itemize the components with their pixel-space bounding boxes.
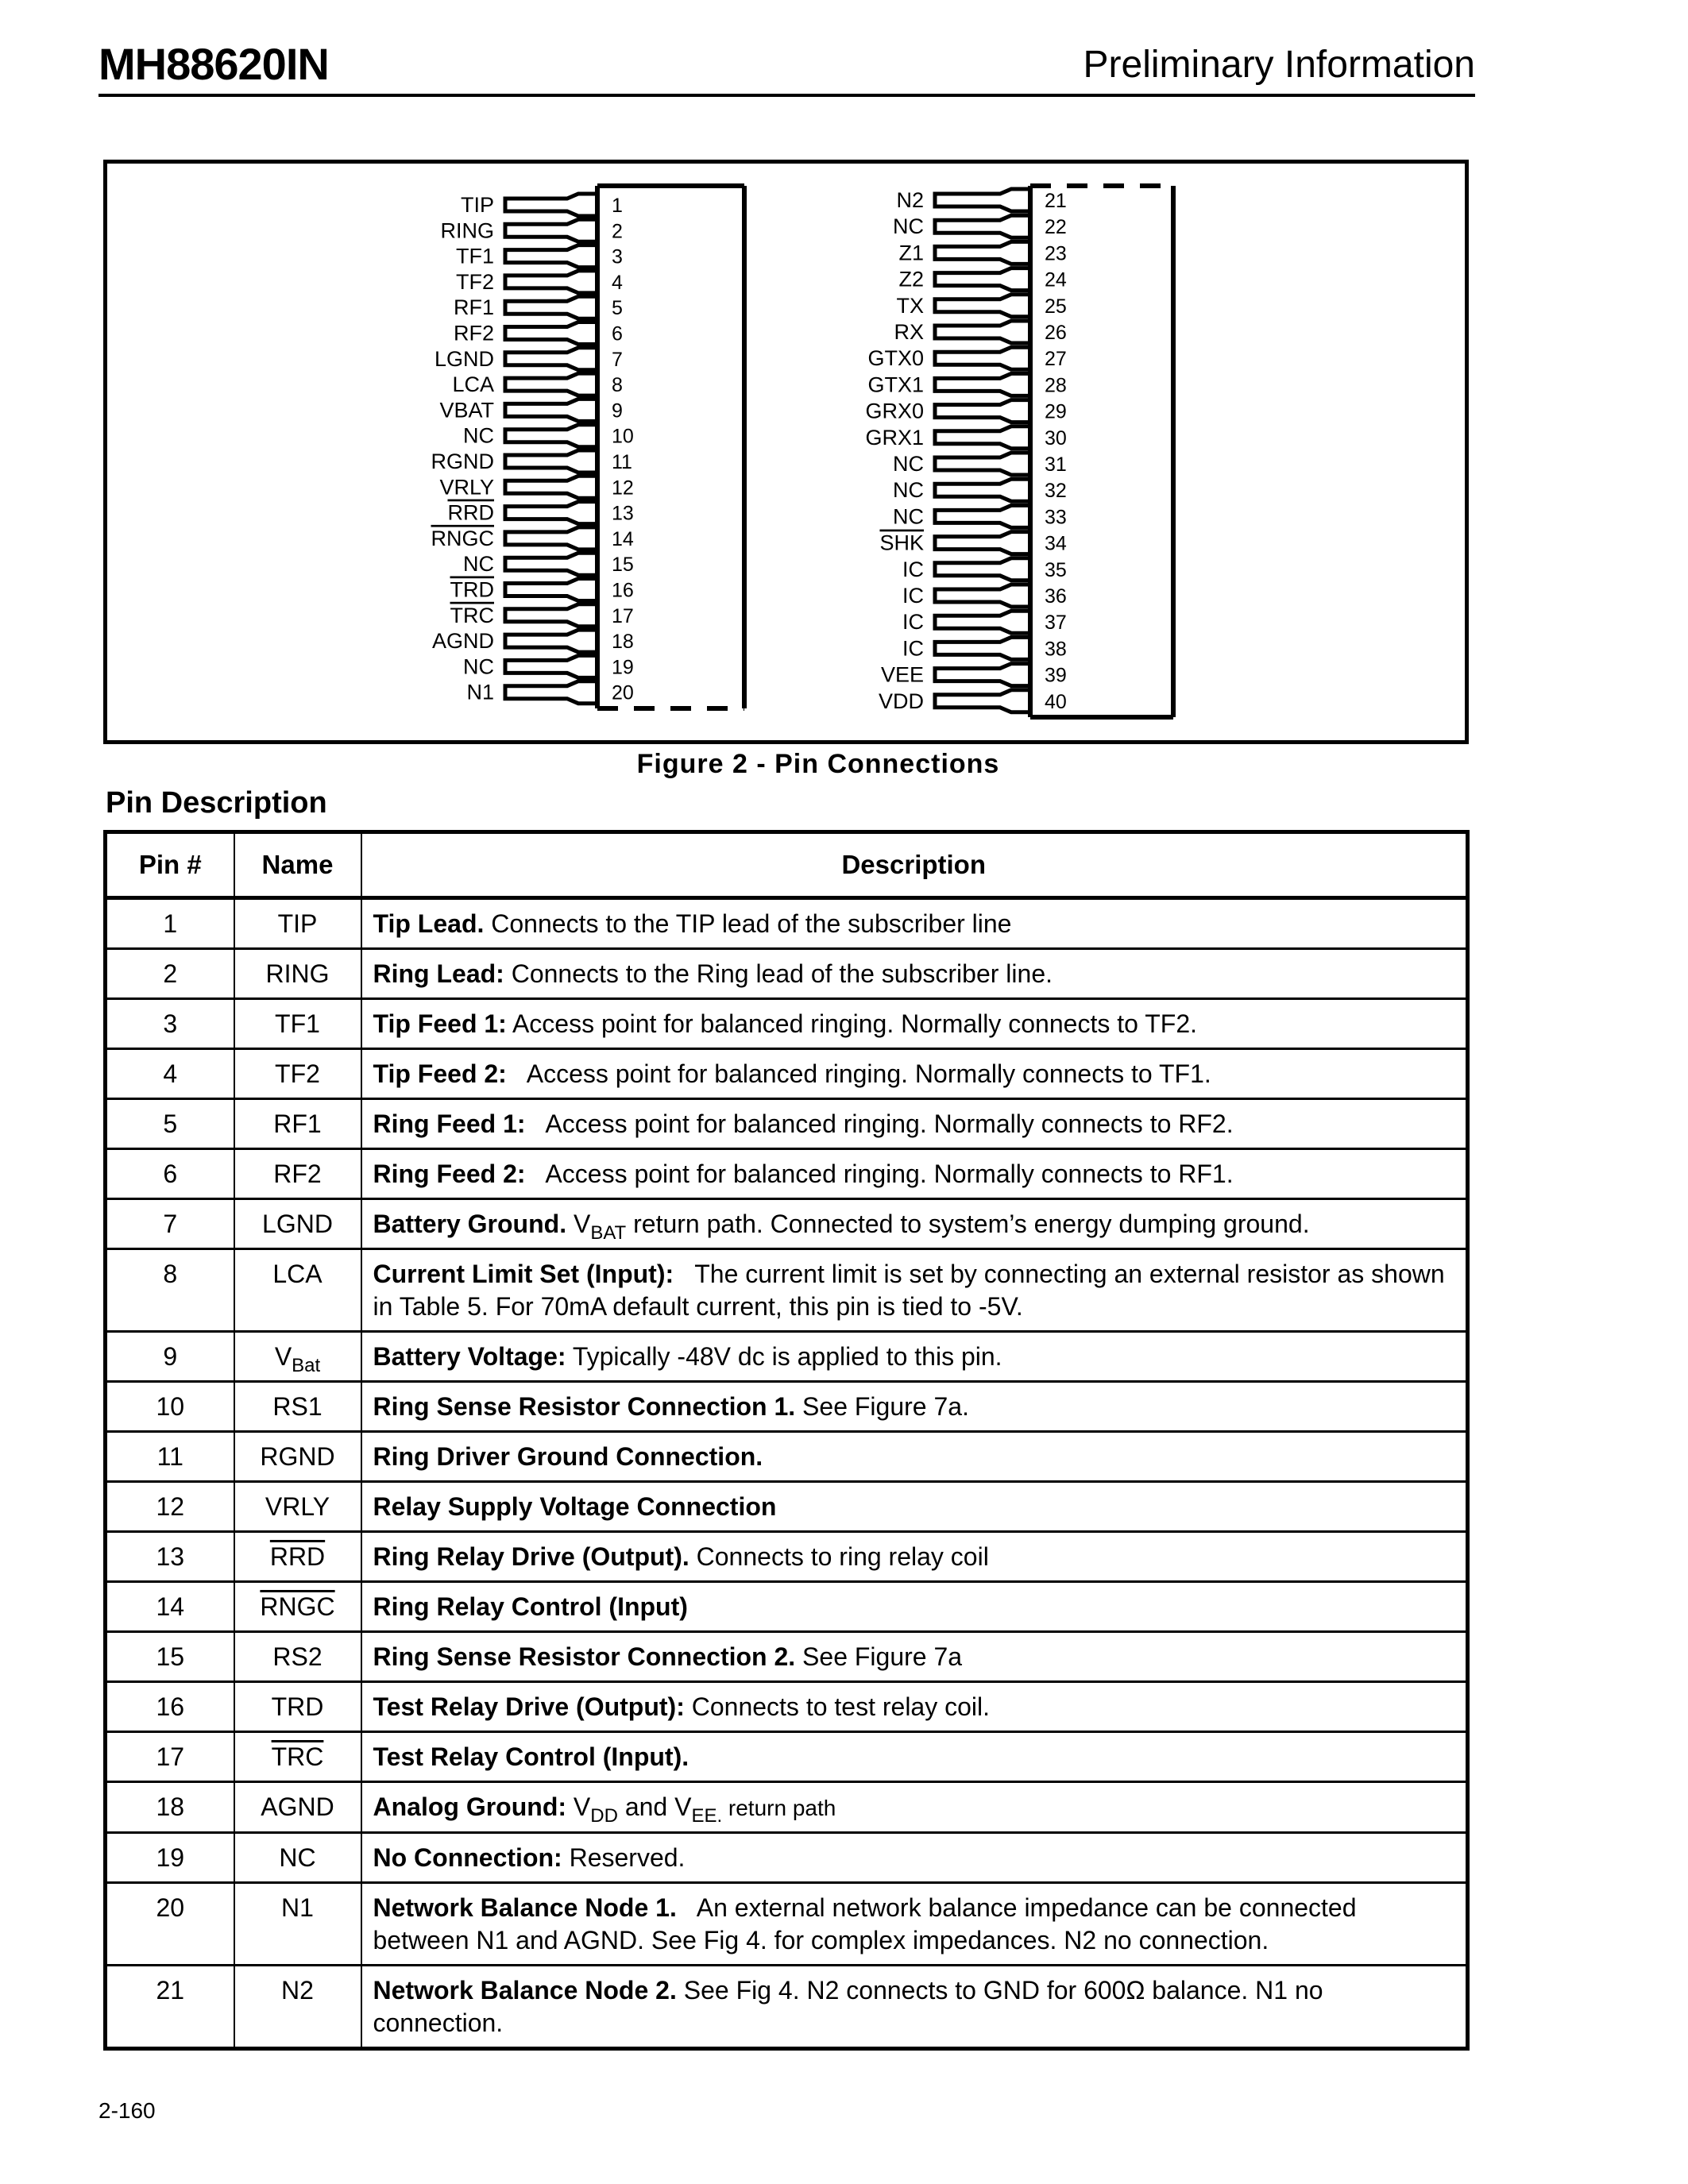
table-row bbox=[106, 1782, 1468, 1833]
table-row bbox=[106, 1332, 1468, 1382]
pin-lead bbox=[935, 268, 1030, 291]
pin-lead bbox=[505, 604, 597, 627]
pin-lead bbox=[935, 241, 1030, 264]
pin-name-cell bbox=[234, 1099, 361, 1149]
pin-lead bbox=[505, 348, 597, 370]
pin-lead bbox=[935, 453, 1030, 475]
description-lead: Ring Relay Control (Input) bbox=[373, 1592, 688, 1621]
pin-name: LGND bbox=[262, 1210, 333, 1238]
pin-label: TF1 bbox=[455, 244, 494, 268]
pin-number: 16 bbox=[612, 579, 634, 602]
description-text: V bbox=[566, 1210, 591, 1238]
table-row bbox=[106, 949, 1468, 999]
pin-lead bbox=[505, 373, 597, 396]
pin-number-cell: 16 bbox=[106, 1682, 234, 1732]
pin-label: GTX1 bbox=[867, 372, 924, 397]
column-header-description: Description bbox=[361, 832, 1468, 898]
pin-number: 23 bbox=[1045, 242, 1067, 265]
pin-name-cell bbox=[234, 1632, 361, 1682]
table-row bbox=[106, 898, 1468, 949]
pin-number-cell: 7 bbox=[106, 1199, 234, 1249]
pin-lead bbox=[935, 611, 1030, 633]
description-text: See Figure 7a. bbox=[795, 1392, 969, 1421]
pin-number: 7 bbox=[612, 348, 623, 371]
page-number: 2-160 bbox=[98, 2098, 156, 2123]
pin-number: 9 bbox=[612, 399, 623, 423]
pin-lead bbox=[935, 215, 1030, 237]
description-lead: Analog Ground: bbox=[373, 1792, 567, 1821]
pin-number-cell: 17 bbox=[106, 1732, 234, 1782]
pin-name-cell bbox=[234, 898, 361, 949]
pin-number-cell: 10 bbox=[106, 1382, 234, 1432]
pin-label: RING bbox=[440, 218, 494, 243]
pin-name-cell bbox=[234, 1883, 361, 1966]
pin-label: IC bbox=[902, 584, 924, 608]
pin-lead bbox=[935, 426, 1030, 449]
pin-name: RF2 bbox=[273, 1160, 322, 1188]
pin-name: V bbox=[274, 1342, 292, 1371]
pin-name-cell bbox=[234, 1582, 361, 1632]
pin-label: SHK bbox=[879, 531, 924, 555]
pin-lead bbox=[935, 373, 1030, 396]
description-subscript: EE. bbox=[691, 1805, 723, 1827]
description-subscript: BAT bbox=[590, 1222, 627, 1244]
pin-number: 14 bbox=[612, 527, 634, 550]
description-text: Connects to the TIP lead of the subscriber line bbox=[484, 909, 1012, 938]
pin-name-cell bbox=[234, 1732, 361, 1782]
pin-number: 11 bbox=[612, 451, 632, 473]
description-lead: Relay Supply Voltage Connection bbox=[373, 1492, 777, 1521]
pin-name: RGND bbox=[260, 1442, 335, 1471]
pin-number: 27 bbox=[1045, 348, 1067, 371]
pin-number: 3 bbox=[612, 245, 623, 268]
table-row bbox=[106, 1682, 1468, 1732]
pin-description-cell bbox=[361, 898, 1468, 949]
description-lead: Battery Ground. bbox=[373, 1210, 567, 1238]
pin-lead bbox=[505, 271, 597, 293]
table-row bbox=[106, 1833, 1468, 1883]
pin-number: 10 bbox=[612, 425, 634, 448]
table-row bbox=[106, 1482, 1468, 1532]
pin-label: IC bbox=[902, 636, 924, 661]
pin-number: 12 bbox=[612, 477, 634, 500]
pin-label: NC bbox=[893, 452, 924, 476]
pin-label: TF2 bbox=[455, 269, 494, 294]
pin-name-cell bbox=[234, 1249, 361, 1332]
table-row bbox=[106, 1532, 1468, 1582]
pin-lead bbox=[505, 476, 597, 498]
pin-number: 13 bbox=[612, 502, 634, 525]
pin-number-cell: 6 bbox=[106, 1149, 234, 1199]
pin-description-cell bbox=[361, 1582, 1468, 1632]
description-lead: Test Relay Control (Input). bbox=[373, 1742, 689, 1771]
pin-description-cell bbox=[361, 1249, 1468, 1332]
pin-name-subscript: Bat bbox=[292, 1355, 321, 1376]
pin-name-cell bbox=[234, 1149, 361, 1199]
pin-lead bbox=[935, 585, 1030, 607]
pin-number-cell: 13 bbox=[106, 1532, 234, 1582]
pin-label: Z1 bbox=[898, 241, 924, 265]
pin-description-cell bbox=[361, 999, 1468, 1049]
description-lead: Ring Relay Drive (Output). bbox=[373, 1542, 689, 1571]
pin-label: NC bbox=[893, 478, 924, 503]
pin-name: TF1 bbox=[275, 1009, 320, 1038]
pin-lead bbox=[505, 579, 597, 601]
pin-number-cell: 15 bbox=[106, 1632, 234, 1682]
description-lead: Ring Driver Ground Connection. bbox=[373, 1442, 763, 1471]
description-text: return path. Connected to system’s energy dumping ground. bbox=[626, 1210, 1310, 1238]
pin-lead bbox=[505, 219, 597, 241]
description-lead: Tip Feed 2: bbox=[373, 1059, 507, 1088]
pin-number: 6 bbox=[612, 322, 623, 345]
pin-lead bbox=[935, 479, 1030, 501]
pin-name: N2 bbox=[281, 1976, 314, 2005]
description-lead: Current Limit Set (Input): bbox=[373, 1260, 674, 1288]
description-lead: Ring Lead: bbox=[373, 959, 504, 988]
pin-label: AGND bbox=[431, 629, 494, 654]
description-text: Connects to test relay coil. bbox=[684, 1692, 991, 1721]
pin-label: VEE bbox=[880, 662, 924, 687]
pin-diagram bbox=[0, 0, 1688, 762]
description-text: See Fig 4. N2 connects to GND for 600Ω balance. N1 no connection. bbox=[373, 1976, 1331, 2037]
pin-lead bbox=[935, 295, 1030, 317]
pin-label: NC bbox=[893, 214, 924, 239]
pin-description-table bbox=[103, 830, 1470, 2051]
table-row bbox=[106, 1099, 1468, 1149]
pin-description-cell bbox=[361, 1682, 1468, 1732]
pin-name-cell bbox=[234, 1199, 361, 1249]
pin-lead bbox=[935, 400, 1030, 423]
pin-name-cell bbox=[234, 1532, 361, 1582]
pin-lead bbox=[505, 425, 597, 447]
pin-description-cell bbox=[361, 1382, 1468, 1432]
pin-number: 29 bbox=[1045, 400, 1067, 423]
table-row bbox=[106, 1382, 1468, 1432]
pin-number-cell: 11 bbox=[106, 1432, 234, 1482]
pin-number-cell: 12 bbox=[106, 1482, 234, 1532]
pin-name-cell bbox=[234, 1049, 361, 1099]
pin-name-cell bbox=[234, 999, 361, 1049]
pin-lead bbox=[935, 637, 1030, 659]
pin-name: VRLY bbox=[265, 1492, 330, 1521]
pin-label: RRD bbox=[447, 500, 494, 525]
description-text: An external network balance impedance can be connected between N1 and AGND. See Fig 4. for complex impedances. N2 no connection. bbox=[373, 1893, 1364, 1954]
pin-lead bbox=[935, 189, 1030, 211]
pin-number: 18 bbox=[612, 631, 634, 654]
pin-lead bbox=[935, 558, 1030, 581]
description-text: Access point for balanced ringing. Normally connects to RF1. bbox=[525, 1160, 1234, 1188]
table-row bbox=[106, 1149, 1468, 1199]
pin-name: $\overline{RRD}$ bbox=[269, 1542, 326, 1571]
pin-number: 33 bbox=[1045, 506, 1067, 529]
pin-number-cell: 3 bbox=[106, 999, 234, 1049]
description-lead: Network Balance Node 1. bbox=[373, 1893, 677, 1922]
pin-name-cell bbox=[234, 949, 361, 999]
pin-lead bbox=[505, 681, 597, 704]
pin-description-cell bbox=[361, 1432, 1468, 1482]
pin-lead bbox=[505, 630, 597, 652]
pin-label: RX bbox=[894, 320, 924, 344]
pin-number: 5 bbox=[612, 297, 623, 320]
section-title: Pin Description bbox=[106, 786, 327, 820]
pin-lead bbox=[505, 502, 597, 524]
description-text: return path bbox=[722, 1796, 836, 1820]
pin-label: GTX0 bbox=[867, 346, 924, 371]
pin-lead bbox=[505, 322, 597, 345]
table-row bbox=[106, 999, 1468, 1049]
pin-name: TIP bbox=[277, 909, 318, 938]
pin-label: RGND bbox=[431, 450, 494, 473]
pin-lead bbox=[505, 399, 597, 421]
pin-name-cell bbox=[234, 1482, 361, 1532]
pin-label: VRLY bbox=[439, 475, 494, 500]
table-header-row bbox=[106, 832, 1468, 898]
table-row bbox=[106, 1199, 1468, 1249]
pin-label: NC bbox=[463, 654, 494, 679]
pin-label: TRC bbox=[450, 603, 494, 627]
pin-label: TX bbox=[896, 293, 924, 318]
description-text: Access point for balanced ringing. Normally connects to TF1. bbox=[506, 1059, 1211, 1088]
pin-description-cell bbox=[361, 1732, 1468, 1782]
pin-label: N2 bbox=[896, 188, 924, 212]
pin-label: IC bbox=[902, 557, 924, 581]
pin-label: RF2 bbox=[453, 321, 494, 345]
description-lead: Ring Sense Resistor Connection 2. bbox=[373, 1642, 796, 1671]
document-status: Preliminary Information bbox=[1083, 44, 1475, 86]
pin-number-cell: 2 bbox=[106, 949, 234, 999]
pin-name: RF1 bbox=[273, 1109, 322, 1138]
pin-label: GRX1 bbox=[865, 425, 924, 450]
pin-name: AGND bbox=[261, 1792, 334, 1821]
pin-name: RS1 bbox=[272, 1392, 323, 1421]
pin-name-cell bbox=[234, 1682, 361, 1732]
pin-number: 38 bbox=[1045, 638, 1067, 661]
pin-number: 8 bbox=[612, 374, 623, 397]
pin-lead bbox=[505, 296, 597, 318]
description-text: Typically -48V dc is applied to this pin. bbox=[566, 1342, 1002, 1371]
description-lead: Network Balance Node 2. bbox=[373, 1976, 677, 2005]
pin-description-cell bbox=[361, 1332, 1468, 1382]
pin-number-cell: 4 bbox=[106, 1049, 234, 1099]
figure-caption: Figure 2 - Pin Connections bbox=[636, 749, 1000, 779]
pin-name-cell bbox=[234, 1432, 361, 1482]
pin-number-cell: 1 bbox=[106, 898, 234, 949]
pin-number-cell: 8 bbox=[106, 1249, 234, 1332]
pin-lead bbox=[505, 553, 597, 575]
pin-label: NC bbox=[893, 504, 924, 529]
pin-number: 22 bbox=[1045, 216, 1067, 239]
pin-number: 26 bbox=[1045, 322, 1067, 344]
description-text: Access point for balanced ringing. Normally connects to RF2. bbox=[525, 1109, 1234, 1138]
pin-lead bbox=[935, 532, 1030, 554]
pin-number: 4 bbox=[612, 271, 623, 294]
description-text: See Figure 7a bbox=[795, 1642, 963, 1671]
pin-label: NC bbox=[463, 552, 494, 577]
pin-number: 19 bbox=[612, 656, 634, 679]
column-header-pin: Pin # bbox=[106, 832, 234, 898]
pin-number: 40 bbox=[1045, 690, 1067, 713]
description-lead: Tip Feed 1: bbox=[373, 1009, 507, 1038]
description-text: Access point for balanced ringing. Normally connects to TF2. bbox=[506, 1009, 1197, 1038]
pin-number: 24 bbox=[1045, 268, 1067, 291]
pin-number-cell: 9 bbox=[106, 1332, 234, 1382]
pin-name-cell bbox=[234, 1332, 361, 1382]
column-header-name: Name bbox=[234, 832, 361, 898]
pin-number: 32 bbox=[1045, 480, 1067, 503]
pin-description-cell bbox=[361, 1782, 1468, 1833]
pin-lead bbox=[505, 527, 597, 550]
pin-number-cell: 14 bbox=[106, 1582, 234, 1632]
pin-description-cell bbox=[361, 1632, 1468, 1682]
table-row bbox=[106, 1632, 1468, 1682]
pin-number: 25 bbox=[1045, 295, 1067, 318]
pin-description-cell bbox=[361, 1149, 1468, 1199]
description-lead: No Connection: bbox=[373, 1843, 562, 1872]
pin-number: 36 bbox=[1045, 585, 1067, 608]
pin-number-cell: 19 bbox=[106, 1833, 234, 1883]
description-text: Connects to the Ring lead of the subscriber line. bbox=[504, 959, 1053, 988]
table-row bbox=[106, 1966, 1468, 2049]
pin-name: $\overline{TRC}$ bbox=[271, 1742, 324, 1771]
pin-number: 35 bbox=[1045, 558, 1067, 581]
description-text: Connects to ring relay coil bbox=[689, 1542, 989, 1571]
pin-description-cell bbox=[361, 1532, 1468, 1582]
pin-number: 1 bbox=[612, 195, 623, 217]
description-lead: Test Relay Drive (Output): bbox=[373, 1692, 685, 1721]
pin-name-cell bbox=[234, 1382, 361, 1432]
table-row bbox=[106, 1049, 1468, 1099]
pin-name: TRD bbox=[271, 1692, 324, 1721]
pin-number: 2 bbox=[612, 220, 623, 243]
pin-number: 28 bbox=[1045, 374, 1067, 397]
pin-lead bbox=[935, 347, 1030, 369]
pin-label: RF1 bbox=[453, 295, 494, 320]
pin-number: 30 bbox=[1045, 426, 1067, 450]
pin-label: LGND bbox=[434, 346, 494, 371]
pin-label: Z2 bbox=[898, 267, 924, 291]
pin-label: IC bbox=[902, 610, 924, 635]
pin-number: 21 bbox=[1045, 190, 1067, 212]
pin-name-cell bbox=[234, 1966, 361, 2049]
pin-lead bbox=[505, 245, 597, 268]
pin-description-cell bbox=[361, 1199, 1468, 1249]
pin-label: RNGC bbox=[431, 526, 494, 550]
description-lead: Battery Voltage: bbox=[373, 1342, 566, 1371]
pin-name-cell bbox=[234, 1782, 361, 1833]
pin-number-cell: 18 bbox=[106, 1782, 234, 1833]
description-text: and V bbox=[617, 1792, 692, 1821]
description-text: The current limit is set by connecting an external resistor as shown in Table 5. For 70mA default current, this pin is tied to -5V. bbox=[373, 1260, 1452, 1321]
pin-label: NC bbox=[463, 423, 494, 448]
pin-label: VBAT bbox=[439, 398, 494, 423]
description-lead: Ring Sense Resistor Connection 1. bbox=[373, 1392, 796, 1421]
table-row bbox=[106, 1582, 1468, 1632]
table-row bbox=[106, 1432, 1468, 1482]
pin-number: 37 bbox=[1045, 612, 1067, 635]
pin-name: NC bbox=[279, 1843, 316, 1872]
pin-description-cell bbox=[361, 1482, 1468, 1532]
pin-name: TF2 bbox=[275, 1059, 320, 1088]
pin-number: 20 bbox=[612, 681, 634, 704]
pin-label: TIP bbox=[460, 193, 494, 217]
pin-number: 34 bbox=[1045, 532, 1067, 555]
pin-lead bbox=[935, 690, 1030, 712]
description-lead: Ring Feed 2: bbox=[373, 1160, 526, 1188]
pin-number-cell: 5 bbox=[106, 1099, 234, 1149]
pin-lead bbox=[935, 664, 1030, 686]
description-text: V bbox=[566, 1792, 591, 1821]
pin-number: 31 bbox=[1045, 453, 1067, 476]
pin-name: N1 bbox=[281, 1893, 314, 1922]
pin-description-cell bbox=[361, 1966, 1468, 2049]
description-lead: Tip Lead. bbox=[373, 909, 485, 938]
document-title: MH88620IN bbox=[98, 39, 329, 89]
pin-label: TRD bbox=[450, 577, 494, 602]
pin-name-cell bbox=[234, 1833, 361, 1883]
pin-label: VDD bbox=[878, 689, 924, 713]
pin-number: 39 bbox=[1045, 664, 1067, 687]
pin-name: LCA bbox=[272, 1260, 323, 1288]
description-lead: Ring Feed 1: bbox=[373, 1109, 526, 1138]
pin-lead bbox=[935, 505, 1030, 527]
pin-number-cell: 20 bbox=[106, 1883, 234, 1966]
pin-lead bbox=[505, 450, 597, 473]
pin-name: RS2 bbox=[272, 1642, 323, 1671]
table-row bbox=[106, 1732, 1468, 1782]
pin-description-cell bbox=[361, 949, 1468, 999]
pin-label: GRX0 bbox=[865, 399, 924, 423]
pin-lead bbox=[505, 655, 597, 677]
pin-number: 17 bbox=[612, 604, 634, 627]
pin-number: 15 bbox=[612, 554, 634, 577]
pin-description-cell bbox=[361, 1883, 1468, 1966]
pin-number-cell: 21 bbox=[106, 1966, 234, 2049]
pin-name: RING bbox=[265, 959, 330, 988]
pin-description-cell bbox=[361, 1049, 1468, 1099]
pin-label: N1 bbox=[466, 680, 494, 704]
description-text: Reserved. bbox=[562, 1843, 686, 1872]
pin-description-cell bbox=[361, 1099, 1468, 1149]
table-row bbox=[106, 1883, 1468, 1966]
pin-label: LCA bbox=[452, 372, 494, 397]
pin-lead bbox=[505, 194, 597, 216]
pin-description-cell bbox=[361, 1833, 1468, 1883]
pin-name: RNGC bbox=[260, 1592, 335, 1621]
pin-lead bbox=[935, 321, 1030, 343]
description-subscript: DD bbox=[590, 1805, 618, 1827]
table-row bbox=[106, 1249, 1468, 1332]
